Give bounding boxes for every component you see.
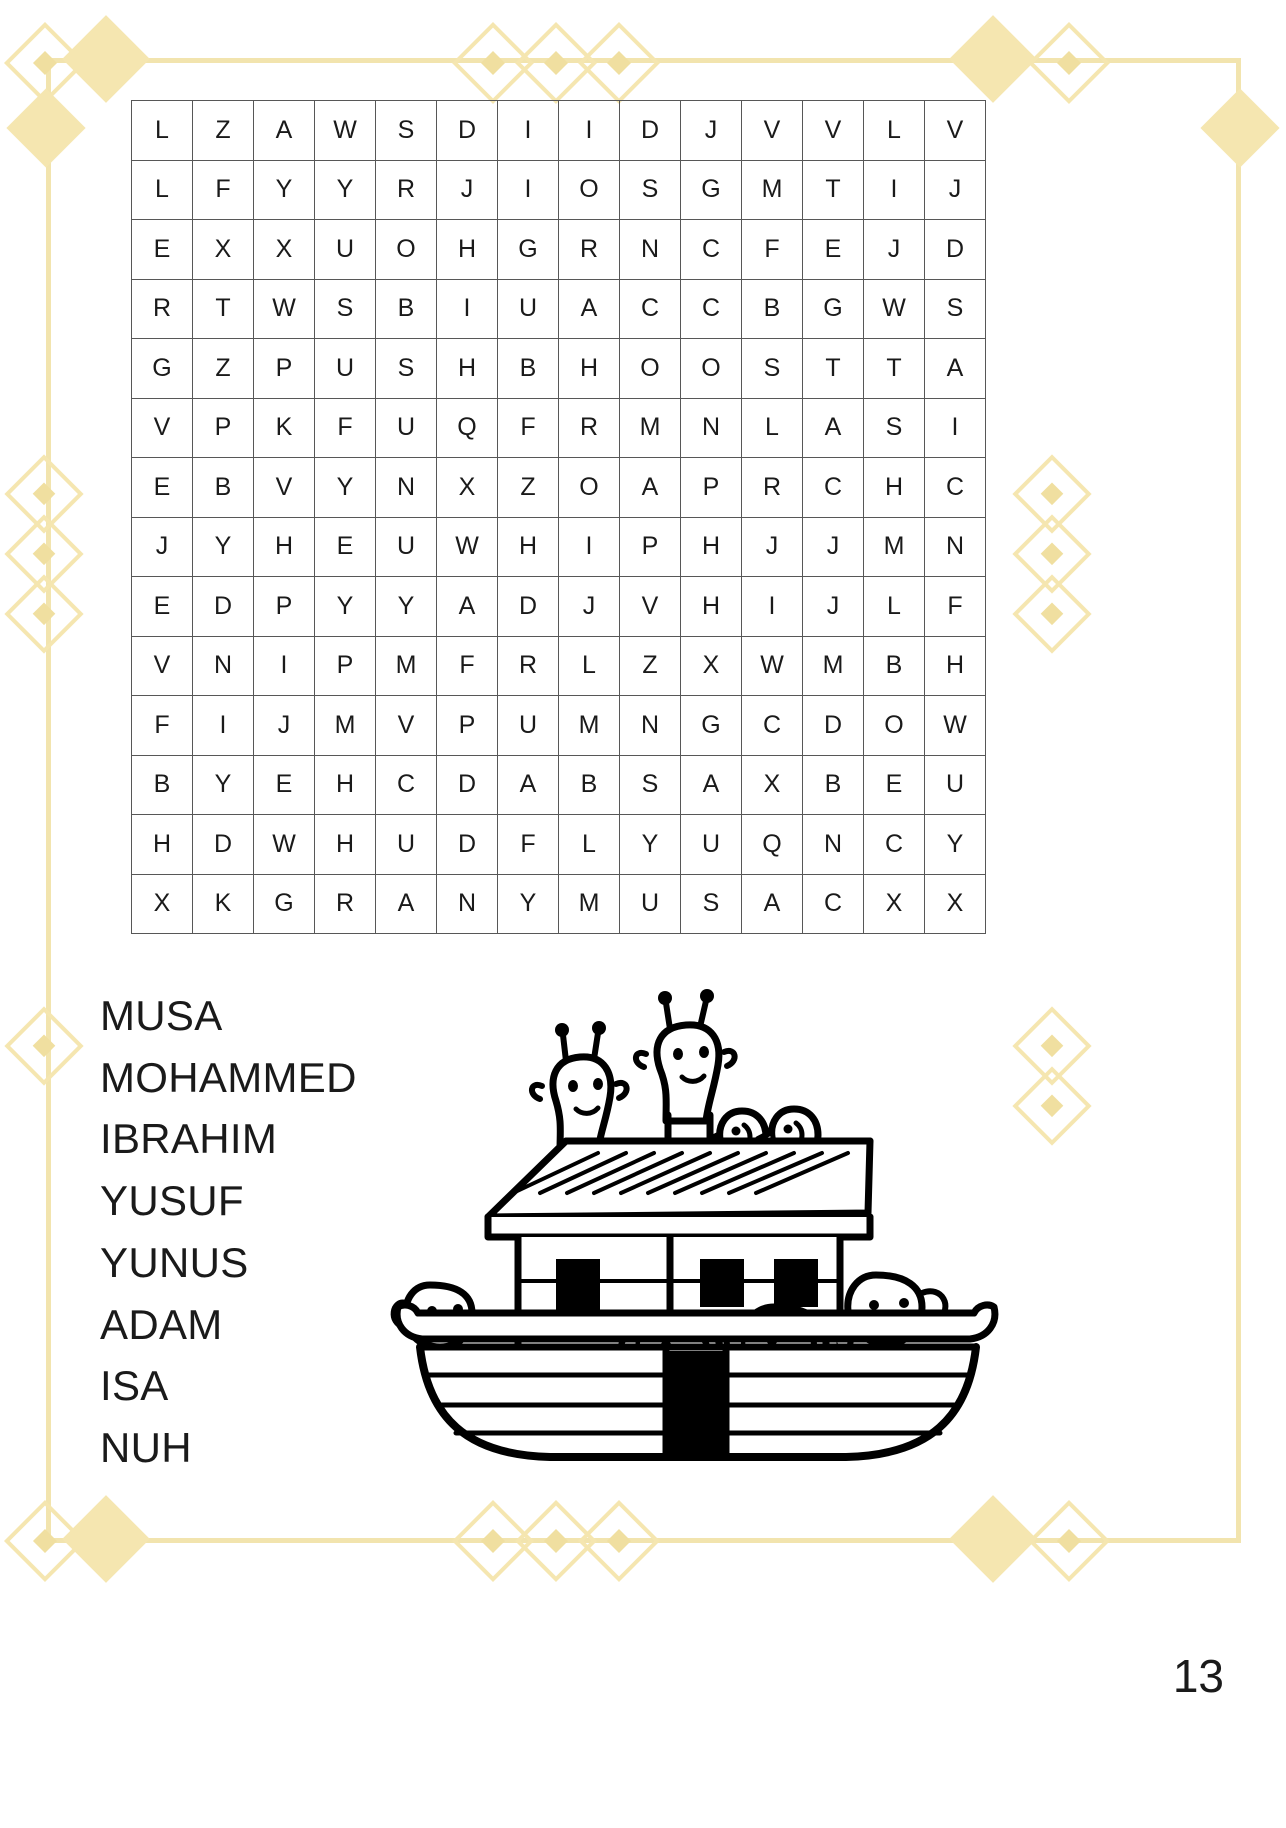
letter-grid-row [132,279,986,339]
letter-cell[interactable]: D [620,101,681,161]
letter-cell[interactable]: D [437,755,498,815]
letter-cell[interactable]: B [742,279,803,339]
letter-cell[interactable]: X [742,755,803,815]
letter-grid-row [132,101,986,161]
letter-grid-row [132,577,986,637]
ark-cabin-roof [488,1141,870,1237]
letter-cell[interactable]: H [254,517,315,577]
letter-cell[interactable]: M [315,696,376,756]
letter-cell[interactable]: E [132,577,193,637]
letter-cell[interactable]: J [254,696,315,756]
letter-cell[interactable]: W [315,101,376,161]
letter-cell[interactable]: J [925,160,986,220]
letter-cell[interactable]: N [925,517,986,577]
letter-cell[interactable]: A [376,874,437,934]
letter-cell[interactable]: O [620,339,681,399]
letter-cell[interactable]: C [681,220,742,280]
letter-cell[interactable]: E [132,220,193,280]
border-line-right [1236,58,1241,1543]
letter-cell[interactable]: O [376,220,437,280]
word-list-item[interactable]: YUNUS [100,1238,249,1286]
letter-cell[interactable]: P [681,458,742,518]
letter-cell[interactable]: S [925,279,986,339]
letter-cell[interactable]: L [559,636,620,696]
ring-diamond-top-2 [452,22,534,104]
ring-diamond-right-2 [1012,514,1091,593]
ring-diamond-top-4 [578,22,660,104]
ark-hull [397,1305,995,1457]
letter-cell[interactable]: B [559,755,620,815]
letter-cell[interactable]: X [254,220,315,280]
letter-cell[interactable]: A [498,755,559,815]
word-list-item[interactable]: YUSUF [100,1177,244,1225]
letter-cell[interactable]: U [376,517,437,577]
letter-cell[interactable]: Q [742,815,803,875]
letter-cell[interactable]: X [437,458,498,518]
letter-cell[interactable]: S [376,101,437,161]
letter-cell[interactable]: F [193,160,254,220]
letter-cell[interactable]: M [742,160,803,220]
letter-cell[interactable]: Y [376,577,437,637]
letter-cell[interactable]: R [498,636,559,696]
letter-cell[interactable]: N [803,815,864,875]
letter-cell[interactable]: Y [620,815,681,875]
letter-cell[interactable]: N [620,696,681,756]
letter-cell[interactable]: I [254,636,315,696]
ring-diamond-right-1 [1012,454,1091,533]
letter-grid-row [132,160,986,220]
letter-cell[interactable]: M [864,517,925,577]
letter-cell[interactable]: D [193,577,254,637]
letter-cell[interactable]: I [559,101,620,161]
letter-cell[interactable]: L [132,101,193,161]
word-list-item[interactable]: ISA [100,1362,169,1410]
letter-cell[interactable]: D [193,815,254,875]
border-line-bottom [48,1538,1238,1543]
letter-cell[interactable]: B [193,458,254,518]
letter-cell[interactable]: X [681,636,742,696]
letter-cell[interactable]: U [620,874,681,934]
letter-grid-row [132,636,986,696]
word-list-item[interactable]: ADAM [100,1300,223,1348]
letter-grid-row [132,339,986,399]
ring-diamond-bottom-3 [515,1500,597,1582]
letter-cell[interactable]: W [254,815,315,875]
letter-grid-row [132,874,986,934]
letter-cell[interactable]: A [254,101,315,161]
letter-cell[interactable]: L [864,101,925,161]
ring-diamond-left-3 [4,574,83,653]
letter-cell[interactable]: I [498,101,559,161]
letter-cell[interactable]: J [681,101,742,161]
letter-cell[interactable]: E [132,458,193,518]
letter-cell[interactable]: E [864,755,925,815]
letter-cell[interactable]: C [925,458,986,518]
letter-cell[interactable]: S [620,755,681,815]
letter-cell[interactable]: I [559,517,620,577]
letter-cell[interactable]: F [498,398,559,458]
letter-cell[interactable]: J [742,517,803,577]
letter-cell[interactable]: G [681,696,742,756]
letter-cell[interactable]: W [925,696,986,756]
letter-cell[interactable]: R [559,398,620,458]
letter-cell[interactable]: S [620,160,681,220]
letter-grid-row [132,696,986,756]
letter-cell[interactable]: B [864,636,925,696]
letter-cell[interactable]: C [803,874,864,934]
letter-grid-row [132,517,986,577]
letter-cell[interactable]: V [376,696,437,756]
noahs-ark-illustration [370,955,1030,1475]
letter-cell[interactable]: Y [193,755,254,815]
letter-cell[interactable]: R [559,220,620,280]
letter-cell[interactable]: Z [498,458,559,518]
letter-cell[interactable]: H [132,815,193,875]
letter-cell[interactable]: V [803,101,864,161]
letter-cell[interactable]: F [437,636,498,696]
letter-cell[interactable]: L [742,398,803,458]
letter-cell[interactable]: C [376,755,437,815]
ring-diamond-top-5 [1028,22,1110,104]
letter-cell[interactable]: J [559,577,620,637]
letter-cell[interactable]: Y [193,517,254,577]
letter-grid-row [132,458,986,518]
letter-grid-row [132,398,986,458]
letter-cell[interactable]: F [742,220,803,280]
letter-cell[interactable]: H [437,220,498,280]
letter-cell[interactable]: Y [498,874,559,934]
letter-cell[interactable]: R [376,160,437,220]
letter-cell[interactable]: V [742,101,803,161]
ring-diamond-top-1 [4,22,86,104]
letter-cell[interactable]: U [498,279,559,339]
ark-svg [370,955,1030,1475]
letter-cell[interactable]: R [132,279,193,339]
letter-cell[interactable]: L [559,815,620,875]
letter-cell[interactable]: I [498,160,559,220]
letter-cell[interactable]: A [620,458,681,518]
letter-cell[interactable]: T [864,339,925,399]
letter-cell[interactable]: F [498,815,559,875]
letter-cell[interactable]: M [803,636,864,696]
letter-cell[interactable]: A [437,577,498,637]
letter-grid-row [132,755,986,815]
letter-cell[interactable]: S [742,339,803,399]
letter-cell[interactable]: A [925,339,986,399]
letter-cell[interactable]: D [437,815,498,875]
letter-cell[interactable]: C [681,279,742,339]
letter-cell[interactable]: H [437,339,498,399]
ring-diamond-bottom-1 [4,1500,86,1582]
letter-cell[interactable]: W [742,636,803,696]
letter-cell[interactable]: M [559,874,620,934]
letter-cell[interactable]: X [193,220,254,280]
letter-cell[interactable]: Q [437,398,498,458]
letter-cell[interactable]: J [864,220,925,280]
letter-cell[interactable]: J [437,160,498,220]
page-number: 13 [1172,1650,1224,1702]
letter-cell[interactable]: U [315,220,376,280]
letter-cell[interactable]: C [864,815,925,875]
letter-cell[interactable]: N [681,398,742,458]
letter-cell[interactable]: V [620,577,681,637]
letter-cell[interactable]: C [620,279,681,339]
ring-diamond-left-1 [4,454,83,533]
letter-cell[interactable]: Z [193,101,254,161]
letter-cell[interactable]: H [681,577,742,637]
letter-cell[interactable]: Z [193,339,254,399]
word-list-item[interactable]: MUSA [100,992,223,1039]
letter-cell[interactable]: C [803,458,864,518]
letter-cell[interactable]: M [559,696,620,756]
letter-cell[interactable]: K [193,874,254,934]
letter-cell[interactable]: N [437,874,498,934]
letter-cell[interactable]: G [132,339,193,399]
letter-cell[interactable]: M [376,636,437,696]
letter-cell[interactable]: U [925,755,986,815]
letter-cell[interactable]: X [132,874,193,934]
letter-cell[interactable]: Z [620,636,681,696]
letter-cell[interactable]: E [803,220,864,280]
ring-diamond-bottom-2 [452,1500,534,1582]
letter-cell[interactable]: H [925,636,986,696]
letter-cell[interactable]: D [803,696,864,756]
letter-cell[interactable]: E [315,517,376,577]
letter-cell[interactable]: D [925,220,986,280]
letter-cell[interactable]: B [803,755,864,815]
edge-diamond-left [6,88,85,167]
letter-cell[interactable]: S [681,874,742,934]
letter-cell[interactable]: P [193,398,254,458]
letter-cell[interactable]: P [620,517,681,577]
ring-diamond-top-3 [515,22,597,104]
letter-cell[interactable]: U [681,815,742,875]
letter-cell[interactable]: H [864,458,925,518]
ring-diamond-left-2 [4,514,83,593]
letter-cell[interactable]: E [254,755,315,815]
letter-cell[interactable]: F [132,696,193,756]
letter-cell[interactable]: D [437,101,498,161]
ring-diamond-bottom-5 [1028,1500,1110,1582]
letter-cell[interactable]: P [437,696,498,756]
letter-cell[interactable]: X [864,874,925,934]
letter-cell[interactable]: S [315,279,376,339]
letter-cell[interactable]: C [742,696,803,756]
letter-cell[interactable]: J [803,577,864,637]
letter-cell[interactable]: V [132,398,193,458]
letter-cell[interactable]: V [132,636,193,696]
letter-cell[interactable]: P [315,636,376,696]
letter-cell[interactable]: K [254,398,315,458]
letter-cell[interactable]: O [681,339,742,399]
letter-cell[interactable]: R [315,874,376,934]
letter-cell[interactable]: S [376,339,437,399]
letter-cell[interactable]: T [803,160,864,220]
border-line-left [46,58,51,1543]
letter-cell[interactable]: B [376,279,437,339]
letter-cell[interactable]: B [132,755,193,815]
letter-cell[interactable]: T [803,339,864,399]
word-list-item[interactable]: IBRAHIM [100,1115,278,1163]
letter-cell[interactable]: Y [254,160,315,220]
letter-cell[interactable]: O [864,696,925,756]
letter-cell[interactable]: O [559,160,620,220]
letter-cell[interactable]: R [742,458,803,518]
letter-cell[interactable]: I [437,279,498,339]
letter-cell[interactable]: Y [315,577,376,637]
edge-diamond-right [1200,88,1279,167]
letter-cell[interactable]: Y [315,458,376,518]
corner-diamond-bottom-right [949,1495,1037,1583]
letter-cell[interactable]: I [925,398,986,458]
letter-cell[interactable]: B [498,339,559,399]
letter-cell[interactable]: U [376,815,437,875]
word-list-item[interactable]: NUH [100,1424,192,1472]
letter-cell[interactable]: G [681,160,742,220]
letter-cell[interactable]: L [864,577,925,637]
letter-grid-row [132,815,986,875]
letter-cell[interactable]: H [498,517,559,577]
letter-cell[interactable]: O [559,458,620,518]
letter-cell[interactable]: G [498,220,559,280]
letter-cell[interactable]: N [620,220,681,280]
letter-cell[interactable]: W [254,279,315,339]
letter-cell[interactable]: M [620,398,681,458]
letter-cell[interactable]: J [803,517,864,577]
corner-diamond-top-right [949,15,1037,103]
letter-cell[interactable]: A [559,279,620,339]
letter-cell[interactable]: U [498,696,559,756]
letter-cell[interactable]: U [376,398,437,458]
letter-cell[interactable]: V [925,101,986,161]
letter-cell[interactable]: J [132,517,193,577]
letter-cell[interactable]: I [864,160,925,220]
letter-cell[interactable]: F [925,577,986,637]
letter-cell[interactable]: F [315,398,376,458]
ring-diamond-left-4 [4,1006,83,1085]
letter-cell[interactable]: S [864,398,925,458]
letter-cell[interactable]: G [803,279,864,339]
ring-diamond-right-3 [1012,574,1091,653]
letter-cell[interactable]: Y [315,160,376,220]
letter-cell[interactable]: A [681,755,742,815]
letter-cell[interactable]: L [132,160,193,220]
letter-cell[interactable]: H [559,339,620,399]
letter-cell[interactable]: W [864,279,925,339]
word-list-item[interactable]: MOHAMMED [100,1053,357,1101]
letter-cell[interactable]: P [254,577,315,637]
letter-cell[interactable]: G [254,874,315,934]
letter-cell[interactable]: I [193,696,254,756]
corner-diamond-bottom-left [62,1495,150,1583]
letter-cell[interactable]: H [681,517,742,577]
letter-cell[interactable]: T [193,279,254,339]
letter-cell[interactable]: N [193,636,254,696]
letter-cell[interactable]: H [315,815,376,875]
letter-cell[interactable]: H [315,755,376,815]
letter-cell[interactable]: W [437,517,498,577]
corner-diamond-top-left [62,15,150,103]
letter-grid-row [132,220,986,280]
letter-cell[interactable]: X [925,874,986,934]
letter-grid-body [132,101,986,934]
letter-cell[interactable]: Y [925,815,986,875]
letter-cell[interactable]: N [376,458,437,518]
letter-cell[interactable]: P [254,339,315,399]
letter-grid-table [131,100,986,934]
letter-cell[interactable]: A [742,874,803,934]
word-search-grid[interactable] [131,100,986,934]
letter-cell[interactable]: U [315,339,376,399]
letter-cell[interactable]: D [498,577,559,637]
ring-diamond-bottom-4 [578,1500,660,1582]
letter-cell[interactable]: I [742,577,803,637]
letter-cell[interactable]: V [254,458,315,518]
letter-cell[interactable]: A [803,398,864,458]
border-line-top [48,58,1238,63]
